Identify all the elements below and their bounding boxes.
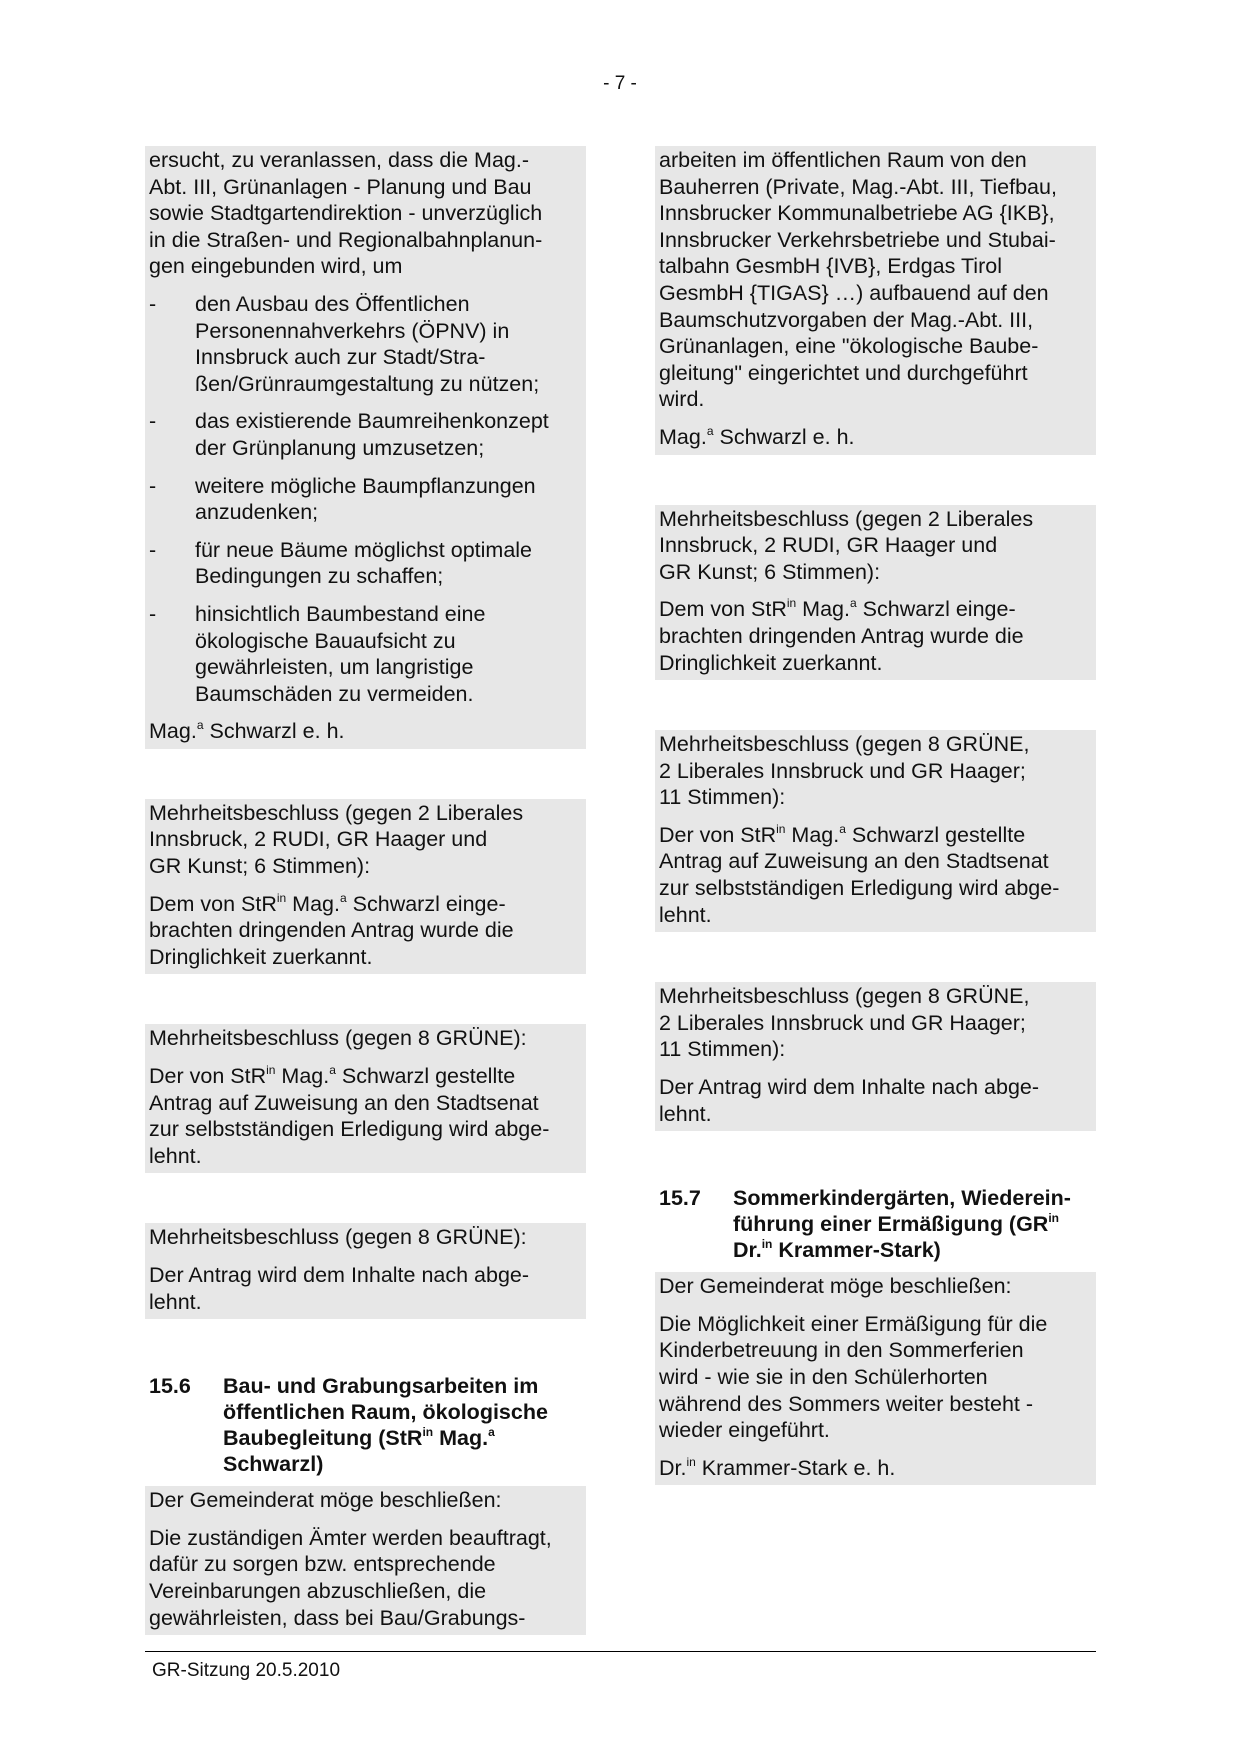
motion-continuation-text: arbeiten im öffentlichen Raum von den Bauherren (Private, Mag.-Abt. III, Tiefbau, Innsbrucker Kommunalbetriebe AG {IKB}, Innsbrucker Verkehrsbetriebe und Stubai- talbahn GesmbH {IVB}, Erdgas Tirol GesmbH {TIGAS} …) aufbauend auf den Baumschutzvorgaben der Mag.-Abt. III, Grünanlagen, eine "ökologische Baube- gleitung" eingerichtet und durchgeführt wird. bbox=[659, 148, 1057, 412]
signature: Dr.$^{in}$ Krammer-Stark e. h. bbox=[659, 1454, 896, 1480]
motion-continuation-box bbox=[145, 146, 586, 749]
resolution-heading: Mehrheitsbeschluss (gegen 2 Liberales Innsbruck, 2 RUDI, GR Haager und GR Kunst; 6 Stimmen): bbox=[659, 506, 1034, 584]
resolution-box bbox=[145, 1024, 586, 1173]
footer-text: GR-Sitzung 20.5.2010 bbox=[152, 1660, 341, 1681]
resolution-heading: Mehrheitsbeschluss (gegen 2 Liberales Innsbruck, 2 RUDI, GR Haager und GR Kunst; 6 Stimmen): bbox=[149, 800, 524, 879]
motion-continuation-box bbox=[655, 146, 1096, 455]
section-title: Bau- und Grabungsarbeiten im öffentlichen Raum, ökologische Baubegleitung (StR$^{in}$ Mag.$^a$ Schwarzl) bbox=[223, 1374, 548, 1477]
resolution-box bbox=[145, 1223, 586, 1319]
left-column bbox=[145, 146, 586, 1635]
resolution-box bbox=[655, 982, 1096, 1131]
list-item: - hinsichtlich Baumbestand eine ökologische Bauaufsicht zu gewährleisten, um langristige Baumschäden zu vermeiden. bbox=[149, 601, 486, 706]
footer-divider bbox=[145, 1651, 1096, 1652]
motion-text: Die Möglichkeit einer Ermäßigung für die Kinderbetreuung in den Sommerferien wird - wie sie in den Schülerhorten während des Sommers weiter besteht - wieder eingeführt. bbox=[659, 1311, 1048, 1443]
resolution-text: Der von StR$^{in}$ Mag.$^a$ Schwarzl gestellte Antrag auf Zuweisung an den Stadtsenat zur selbstständigen Erledigung wird abge- lehnt. bbox=[659, 821, 1060, 927]
resolution-heading: Mehrheitsbeschluss (gegen 8 GRÜNE, 2 Liberales Innsbruck und GR Haager; 11 Stimmen): bbox=[659, 984, 1030, 1062]
signature: Mag.$^a$ Schwarzl e. h. bbox=[149, 718, 345, 744]
list-item: - das existierende Baumreihenkonzept der Grünplanung umzusetzen; bbox=[149, 409, 549, 460]
page-number: - 7 - bbox=[603, 73, 637, 94]
resolution-heading: Mehrheitsbeschluss (gegen 8 GRÜNE): bbox=[149, 1026, 527, 1051]
resolution-heading: Mehrheitsbeschluss (gegen 8 GRÜNE, 2 Liberales Innsbruck und GR Haager; 11 Stimmen): bbox=[659, 732, 1030, 810]
section-heading-15-7 bbox=[655, 1185, 1096, 1263]
motion-intro: Der Gemeinderat möge beschließen: bbox=[149, 1488, 502, 1513]
resolution-box bbox=[655, 730, 1096, 932]
signature: Mag.$^a$ Schwarzl e. h. bbox=[659, 423, 855, 449]
resolution-text: Der Antrag wird dem Inhalte nach abge- lehnt. bbox=[659, 1075, 1040, 1126]
intro-paragraph: ersucht, zu veranlassen, dass die Mag.- Abt. III, Grünanlagen - Planung und Bau sowie Stadtgartendirektion - unverzüglich in die Straßen- und Regionalbahnplanun- gen eingebunden wird, um bbox=[149, 148, 543, 279]
resolution-text: Der von StR$^{in}$ Mag.$^a$ Schwarzl gestellte Antrag auf Zuweisung an den Stadtsenat zur selbstständigen Erledigung wird abge- lehnt. bbox=[149, 1063, 550, 1168]
section-title: Sommerkindergärten, Wiederein- führung einer Ermäßigung ($GR^{in}$ Dr.$^{in}$ Krammer-Stark) bbox=[733, 1186, 1071, 1263]
resolution-box bbox=[145, 799, 586, 975]
resolution-box bbox=[655, 505, 1096, 681]
right-column bbox=[655, 146, 1096, 1485]
list-item: - den Ausbau des Öffentlichen Personennahverkehrs (ÖPNV) in Innsbruck auch zur Stadt/Stra- ßen/Grünraumgestaltung zu nützen; bbox=[149, 291, 540, 396]
section-number: 15.7 bbox=[659, 1186, 701, 1211]
list-item: - für neue Bäume möglichst optimale Bedingungen zu schaffen; bbox=[149, 537, 533, 589]
motion-text: Die zuständigen Ämter werden beauftragt, dafür zu sorgen bzw. entsprechende Vereinbarungen abzuschließen, die gewährleisten, dass bei Bau/Grabungs- bbox=[149, 1525, 552, 1630]
section-number: 15.6 bbox=[149, 1374, 191, 1399]
motion-box bbox=[145, 1486, 586, 1635]
section-heading-15-6 bbox=[145, 1373, 586, 1477]
list-item: - weitere mögliche Baumpflanzungen anzudenken; bbox=[149, 473, 536, 525]
resolution-text: Dem von StR$^{in}$ Mag.$^a$ Schwarzl einge- brachten dringenden Antrag wurde die Dringlichkeit zuerkannt. bbox=[659, 596, 1024, 675]
resolution-text: Der Antrag wird dem Inhalte nach abge- lehnt. bbox=[149, 1263, 530, 1314]
resolution-text: Dem von StR$^{in}$ Mag.$^a$ Schwarzl einge- brachten dringenden Antrag wurde die Dringlichkeit zuerkannt. bbox=[149, 890, 514, 969]
motion-intro: Der Gemeinderat möge beschließen: bbox=[659, 1274, 1012, 1299]
motion-box bbox=[655, 1272, 1096, 1485]
measures-list bbox=[149, 291, 582, 707]
resolution-heading: Mehrheitsbeschluss (gegen 8 GRÜNE): bbox=[149, 1225, 527, 1250]
